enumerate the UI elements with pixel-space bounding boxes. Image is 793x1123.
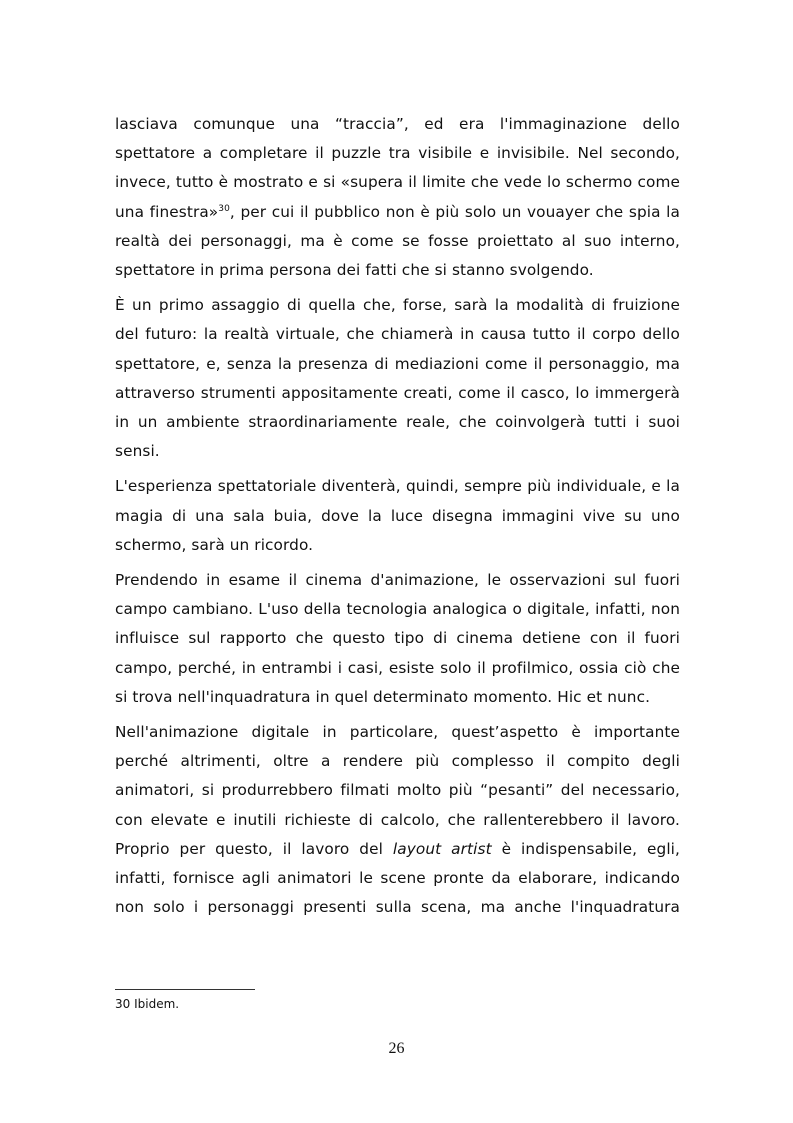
footnote-reference-30[interactable]: 30 [218, 203, 230, 214]
italic-term: layout artist [392, 839, 492, 858]
paragraph-1 [115, 110, 680, 285]
paragraph-2: È un primo assaggio di quella che, forse, sarà la modalità di fruizione del futuro: la realtà virtuale, che chiamerà in causa tutto il corpo dello spettatore, e, senza la presenza di mediazioni come il personaggio, ma attraverso strumenti appositamente creati, come il casco, lo immergerà in un ambiente straordinariamente reale, che coinvolgerà tutti i suoi sensi. [115, 296, 680, 461]
paragraph-5-text: Nell'animazione digitale in particolare, quest’aspetto è importante perché altrimenti, oltre a rendere più complesso il compito degli animatori, si produrrebbero filmati molto più “pesanti” del necessario, con elevate e inutili richieste di calcolo, che rallenterebbero il lavoro. Proprio per questo, il lavoro del [115, 723, 680, 858]
paragraph-5 [115, 718, 680, 922]
paragraph-3: L'esperienza spettatoriale diventerà, quindi, sempre più individuale, e la magia di una sala buia, dove la luce disegna immagini vive su uno schermo, sarà un ricordo. [115, 477, 680, 554]
paragraph-1-continuation: , per cui il pubblico non è più solo un vouayer che spia la realtà dei personaggi, ma è come se fosse proiettato al suo interno, spettatore in prima persona dei fatti che si stanno svolgendo. [115, 202, 680, 280]
paragraph-5-continuation: è indispensabile, egli, infatti, fornisce agli animatori le scene pronte da elaborare, indicando non solo i personaggi presenti sulla scena, ma anche l'inquadratura [115, 839, 680, 917]
paragraph-1-text: lasciava comunque una “traccia”, ed era l'immaginazione dello spettatore a completare il puzzle tra visibile e invisibile. Nel secondo, invece, tutto è mostrato e si «supera il limite che vede lo schermo come una finestra» [115, 115, 680, 221]
footnote-separator [115, 989, 255, 990]
footnote: 30 Ibidem. [115, 997, 180, 1011]
page-number: 26 [388, 1040, 405, 1057]
paragraph-4: Prendendo in esame il cinema d'animazione, le osservazioni sul fuori campo cambiano. L'uso della tecnologia analogica o digitale, infatti, non influisce sul rapporto che questo tipo di cinema detiene con il fuori campo, perché, in entrambi i casi, esiste solo il profilmico, ossia ciò che si trova nell'inquadratura in quel determinato momento. Hic et nunc. [115, 571, 680, 706]
body-text [115, 110, 680, 922]
